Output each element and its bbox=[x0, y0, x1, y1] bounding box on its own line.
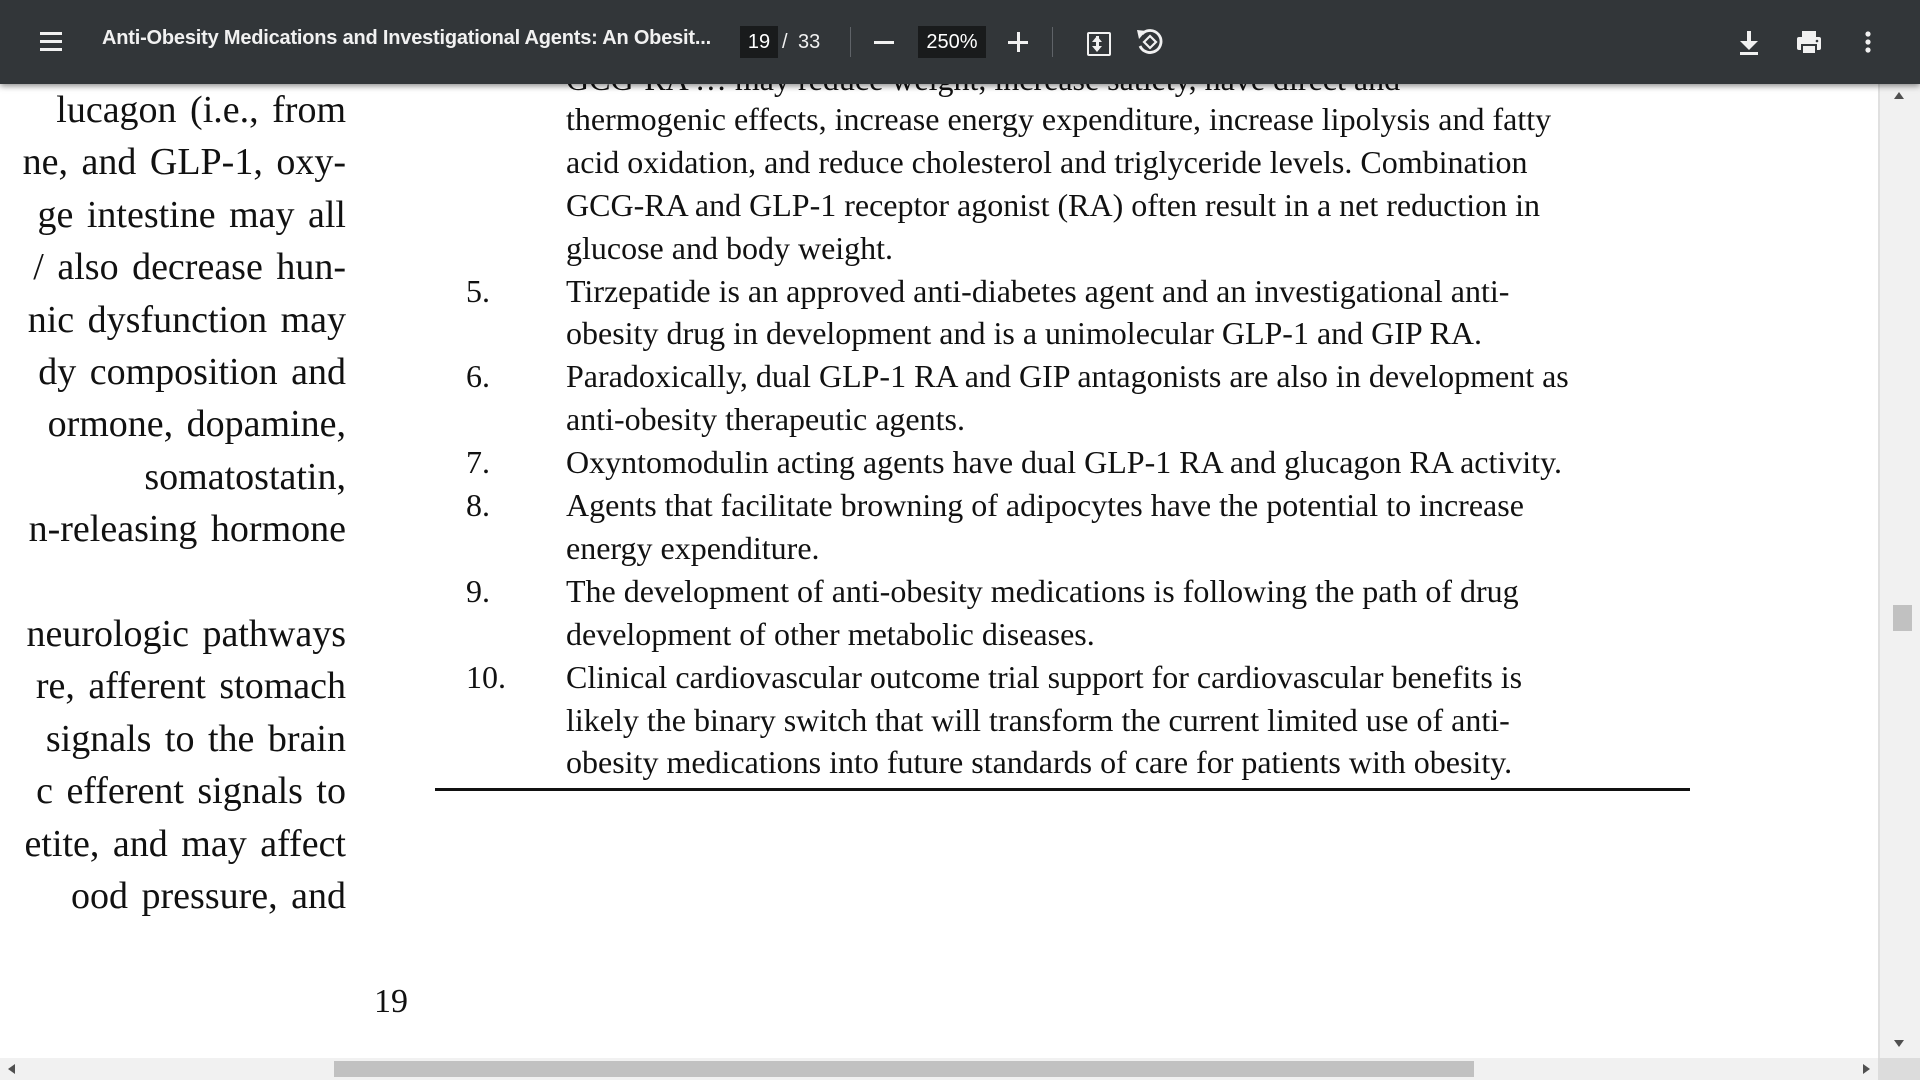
section-divider-rule bbox=[435, 788, 1690, 791]
key-point-text-line: energy expenditure. bbox=[566, 529, 820, 566]
scrollbar-corner bbox=[1878, 1058, 1920, 1080]
key-point-text-line: anti-obesity therapeutic agents. bbox=[566, 401, 965, 438]
minus-icon[interactable] bbox=[864, 22, 904, 62]
left-column-line: ood pressure, and bbox=[71, 875, 346, 917]
print-icon[interactable] bbox=[1789, 22, 1829, 62]
key-point-text-line: glucose and body weight. bbox=[566, 229, 894, 266]
left-column-line: c efferent signals to bbox=[36, 770, 346, 813]
key-point-text-line: Agents that facilitate browning of adipocytes have the potential to increase bbox=[566, 487, 1524, 524]
key-point-number: 6. bbox=[466, 358, 490, 395]
left-column-line: somatostatin, bbox=[144, 455, 346, 498]
pdf-viewport[interactable] bbox=[0, 84, 1878, 1058]
key-point-text-line: development of other metabolic diseases. bbox=[566, 615, 1095, 652]
left-column-line: n-releasing hormone bbox=[28, 508, 346, 551]
more-vertical-icon[interactable] bbox=[1848, 22, 1888, 62]
horizontal-scrollbar[interactable] bbox=[0, 1058, 1878, 1080]
pdf-toolbar bbox=[0, 0, 1920, 84]
current-page-input[interactable]: 19 bbox=[740, 26, 778, 58]
rotate-counterclockwise-icon[interactable] bbox=[1130, 22, 1170, 62]
key-point-text-line: The development of anti-obesity medications is following the path of drug bbox=[566, 572, 1519, 609]
key-point-text-line: acid oxidation, and reduce cholesterol and triglyceride levels. Combination bbox=[566, 143, 1528, 180]
left-column-line: etite, and may affect bbox=[24, 822, 346, 865]
key-point-number: 7. bbox=[466, 444, 490, 481]
left-column-line: signals to the brain bbox=[45, 717, 346, 760]
left-column-line: dy composition and bbox=[38, 351, 346, 393]
left-column-line: nic dysfunction may bbox=[27, 298, 346, 341]
horizontal-scroll-thumb[interactable] bbox=[334, 1061, 1474, 1077]
left-column-line: ge intestine may all bbox=[37, 193, 346, 236]
key-point-text-line: Paradoxically, dual GLP-1 RA and GIP antagonists are also in development as bbox=[566, 358, 1569, 395]
key-point-number: 8. bbox=[466, 487, 490, 524]
key-point-number: 10. bbox=[466, 658, 506, 695]
left-column-line: neurologic pathways bbox=[26, 613, 346, 655]
vertical-scrollbar[interactable] bbox=[1878, 84, 1920, 1058]
fit-to-page-icon[interactable] bbox=[1078, 22, 1118, 62]
key-point-text-line: thermogenic effects, increase energy expenditure, increase lipolysis and fatty bbox=[566, 101, 1552, 137]
key-point-text-line: Tirzepatide is an approved anti-diabetes agent and an investigational anti- bbox=[566, 272, 1510, 309]
left-column-line: lucagon (i.e., from bbox=[56, 89, 346, 131]
left-column-line: / also decrease hun- bbox=[33, 246, 346, 289]
key-point-text-line: Clinical cardiovascular outcome trial support for cardiovascular benefits is bbox=[566, 658, 1523, 695]
key-point-text-line: likely the binary switch that will transform the current limited use of anti- bbox=[566, 701, 1510, 738]
vertical-scroll-thumb[interactable] bbox=[1893, 605, 1912, 631]
zoom-level-input[interactable]: 250% bbox=[918, 26, 986, 58]
download-icon[interactable] bbox=[1729, 22, 1769, 62]
total-pages: 33 bbox=[798, 31, 821, 53]
scroll-left-arrow-icon[interactable] bbox=[8, 1064, 15, 1074]
key-point-text-line: Oxyntomodulin acting agents have dual GLP-1 RA and glucagon RA activity. bbox=[566, 444, 1562, 481]
key-point-text-line: GCG-RA and GLP-1 receptor agonist (RA) often result in a net reduction in bbox=[566, 186, 1540, 223]
page-separator: / bbox=[782, 31, 788, 53]
left-column-line: re, afferent stomach bbox=[35, 665, 346, 708]
toolbar-divider bbox=[1052, 27, 1053, 57]
key-point-text-line: obesity medications into future standards of care for patients with obesity. bbox=[566, 744, 1513, 781]
toolbar-divider bbox=[850, 27, 851, 57]
left-column-line: ne, and GLP-1, oxy- bbox=[22, 141, 346, 184]
hamburger-menu-icon[interactable] bbox=[30, 22, 70, 62]
key-point-number: 5. bbox=[466, 272, 490, 309]
left-column-line: ormone, dopamine, bbox=[47, 403, 346, 446]
scroll-up-arrow-icon[interactable] bbox=[1894, 92, 1904, 99]
key-point-number: 9. bbox=[466, 572, 490, 609]
page-number: 19 bbox=[374, 983, 408, 1020]
scroll-down-arrow-icon[interactable] bbox=[1894, 1040, 1904, 1047]
key-point-text-line: obesity drug in development and is a unimolecular GLP-1 and GIP RA. bbox=[566, 315, 1482, 352]
document-title: Anti-Obesity Medications and Investigational Agents: An Obesit... bbox=[102, 27, 711, 49]
scroll-right-arrow-icon[interactable] bbox=[1863, 1064, 1870, 1074]
plus-icon[interactable] bbox=[998, 22, 1038, 62]
